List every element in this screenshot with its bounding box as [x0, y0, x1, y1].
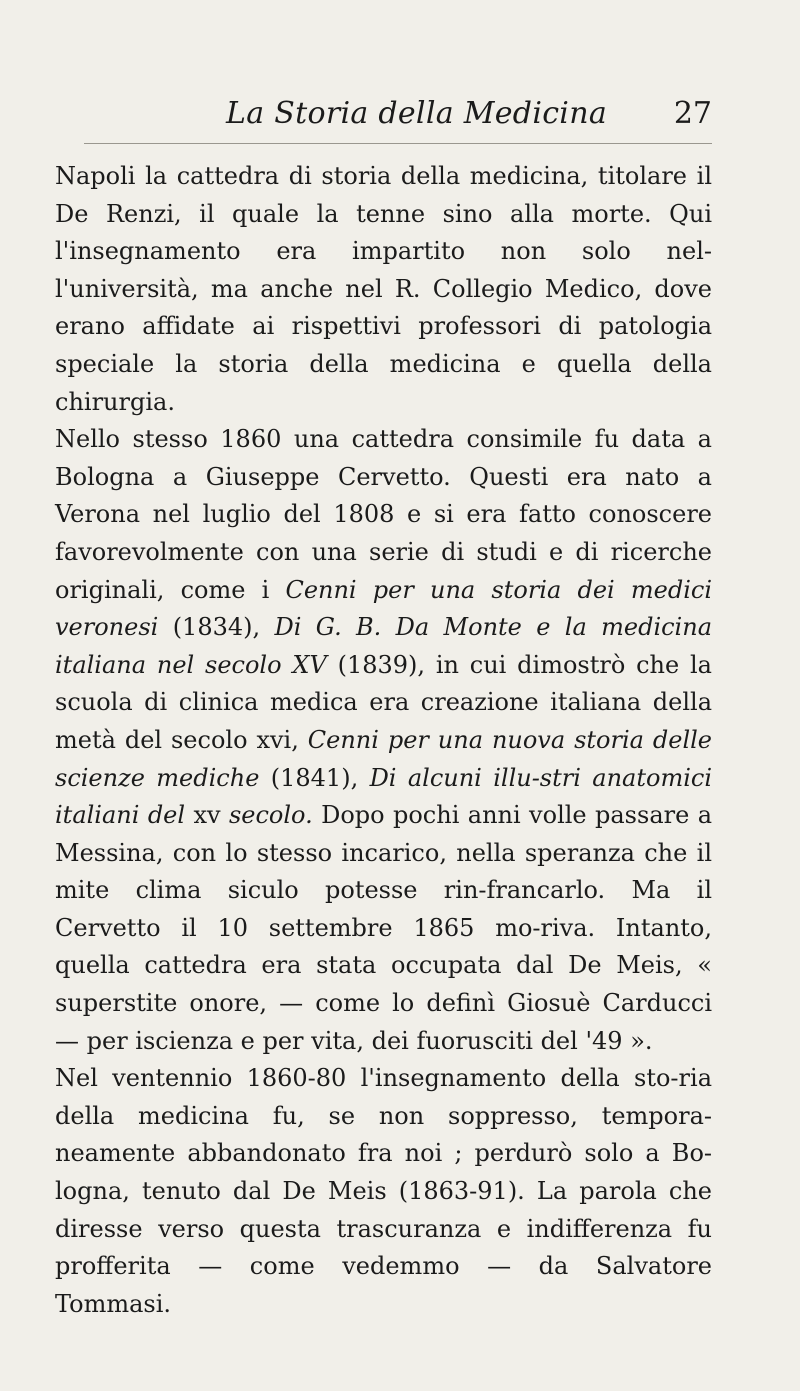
italic-title: Di G. B. Da Monte e la medicina italiana nel secolo XV: [55, 613, 712, 679]
header-rule: [84, 143, 712, 144]
running-title: La Storia della Medicina: [226, 96, 608, 131]
running-head: [84, 96, 712, 136]
text-segment: xv: [185, 801, 229, 830]
body-text: [55, 158, 712, 1323]
italic-title: Cenni per una nuova storia delle scienze mediche: [55, 725, 712, 792]
page-number: 27: [673, 96, 712, 131]
text-segment: Dopo pochi anni volle passare a Messina, con lo stesso incarico, nella speranza che il mite clima siculo potesse rin-francarlo. Ma il Cervetto il 10 settembre 1865 mo-riva. Intanto, quella cattedra era stata occupata dal De Meis, « superstite onore, — come lo definì Giosuè Carducci — per iscienza e per vita, dei fuorusciti del '49 ».: [55, 801, 712, 1055]
paragraph: [55, 158, 712, 421]
paragraph: [55, 421, 712, 1060]
text-segment: Nello stesso 1860 una cattedra consimile fu data a Bologna a Giuseppe Cervetto. Questi era nato a Verona nel luglio del 1808 e si era fatto conoscere favorevolmente con una serie di studi e di ricerche originali, come i: [55, 425, 712, 604]
paragraph: [55, 1060, 712, 1323]
text-segment: Napoli la cattedra di storia della medicina, titolare il De Renzi, il quale la tenne sino alla morte. Qui l'insegnamento era impartito non solo nel-l'università, ma anche nel R. Collegio Medico, dove erano affidate ai rispettivi professori di patologia speciale la storia della medicina e quella della chirurgia.: [55, 162, 712, 416]
italic-title: Di alcuni illu-stri anatomici italiani del: [55, 763, 712, 830]
text-segment: Nel ventennio 1860-80 l'insegnamento della sto-ria della medicina fu, se non soppresso, tempora-neamente abbandonato fra noi ; perdurò solo a Bo-logna, tenuto dal De Meis (1863-91). La parola che diresse verso questa trascuranza e indifferenza fu profferita — come vedemmo — da Salvatore Tommasi.: [55, 1064, 712, 1318]
italic-title: secolo.: [228, 801, 313, 830]
text-segment: (1839), in cui dimostrò che la scuola di clinica medica era creazione italiana della metà del secolo xvi,: [55, 650, 712, 754]
italic-title: Cenni per una storia dei medici veronesi: [55, 575, 712, 642]
text-segment: (1841),: [259, 763, 370, 792]
text-segment: (1834),: [158, 613, 275, 642]
